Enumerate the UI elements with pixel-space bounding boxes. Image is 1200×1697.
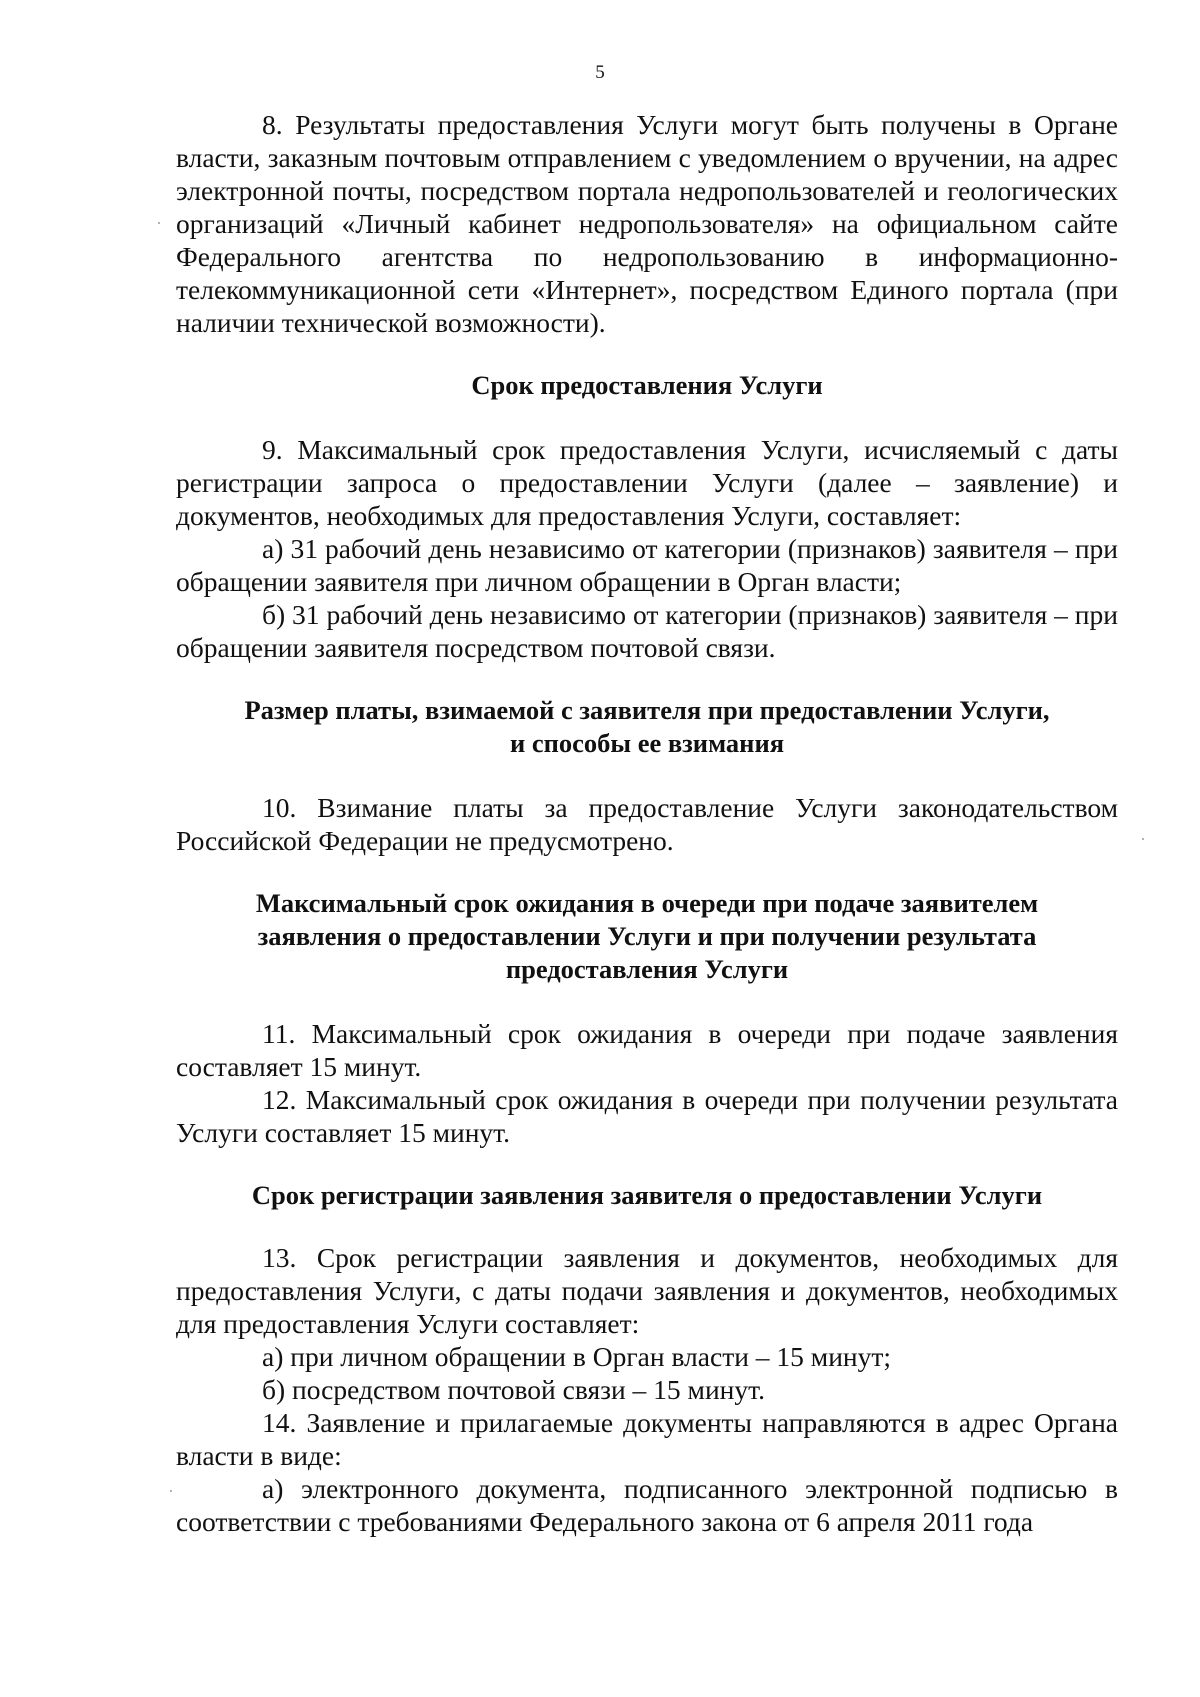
spacer [176,986,1118,1017]
heading-queue-line-3: предоставления Услуги [505,954,789,984]
heading-registration-term: Срок регистрации заявления заявителя о предоставлении Услуги [251,1180,1043,1210]
scan-speck [158,222,160,224]
spacer [176,402,1118,433]
heading-fee-line-1: Размер платы, взимаемой с заявителя при предоставлении Услуги, [244,695,1050,725]
spacer [176,339,1118,369]
paragraph-12: 12. Максимальный срок ожидания в очереди при получении результата Услуги составляет 15 минут. [176,1084,1118,1148]
paragraph-14: 14. Заявление и прилагаемые документы направляются в адрес Органа власти в виде: [176,1407,1118,1471]
paragraph-9b: б) 31 рабочий день независимо от категории (признаков) заявителя – при обращении заявителя посредством почтовой связи. [176,599,1118,663]
scan-speck [170,1490,172,1492]
paragraph-13: 13. Срок регистрации заявления и документов, необходимых для предоставления Услуги, с даты подачи заявления и документов, необходимых для предоставления Услуги составляет: [176,1242,1118,1339]
heading-queue-line-2: заявления о предоставлении Услуги и при получении результата [257,921,1037,951]
heading-queue-time [176,887,1118,986]
page-body [176,108,1118,1538]
paragraph-11: 11. Максимальный срок ожидания в очереди при подаче заявления составляет 15 минут. [176,1018,1118,1082]
paragraph-9a: а) 31 рабочий день независимо от категории (признаков) заявителя – при обращении заявителя при личном обращении в Орган власти; [176,533,1118,597]
heading-fee-line-2: и способы ее взимания [509,728,785,758]
spacer [176,1149,1118,1179]
paragraph-10: 10. Взимание платы за предоставление Услуги законодательством Российской Федерации не предусмотрено. [176,792,1118,856]
spacer [176,760,1118,791]
paragraph-8: 8. Результаты предоставления Услуги могут быть получены в Органе власти, заказным почтовым отправлением с уведомлением о вручении, на адрес электронной почты, посредством портала недропользователей и геологических организаций «Личный кабинет недропользователя» на официальном сайте Федерального агентства по недропользованию в информационно-телекоммуникационной сети «Интернет», посредством Единого портала (при наличии технической возможности). [176,109,1118,338]
paragraph-9: 9. Максимальный срок предоставления Услуги, исчисляемый с даты регистрации запроса о предоставлении Услуги (далее – заявление) и документов, необходимых для предоставления Услуги, составляет: [176,434,1118,531]
spacer [176,664,1118,694]
heading-queue-line-1: Максимальный срок ожидания в очереди при подаче заявителем [255,888,1039,918]
paragraph-13b: б) посредством почтовой связи – 15 минут. [262,1374,765,1405]
heading-service-term: Срок предоставления Услуги [471,370,823,400]
paragraph-14a: а) электронного документа, подписанного электронной подписью в соответствии с требованиями Федерального закона от 6 апреля 2011 года [176,1473,1118,1537]
spacer [176,1212,1118,1241]
paragraph-13a: а) при личном обращении в Орган власти – 15 минут; [262,1341,892,1372]
spacer [176,857,1118,887]
page-number: 5 [595,62,605,83]
scan-speck [1142,838,1144,840]
heading-fee [176,694,1118,760]
